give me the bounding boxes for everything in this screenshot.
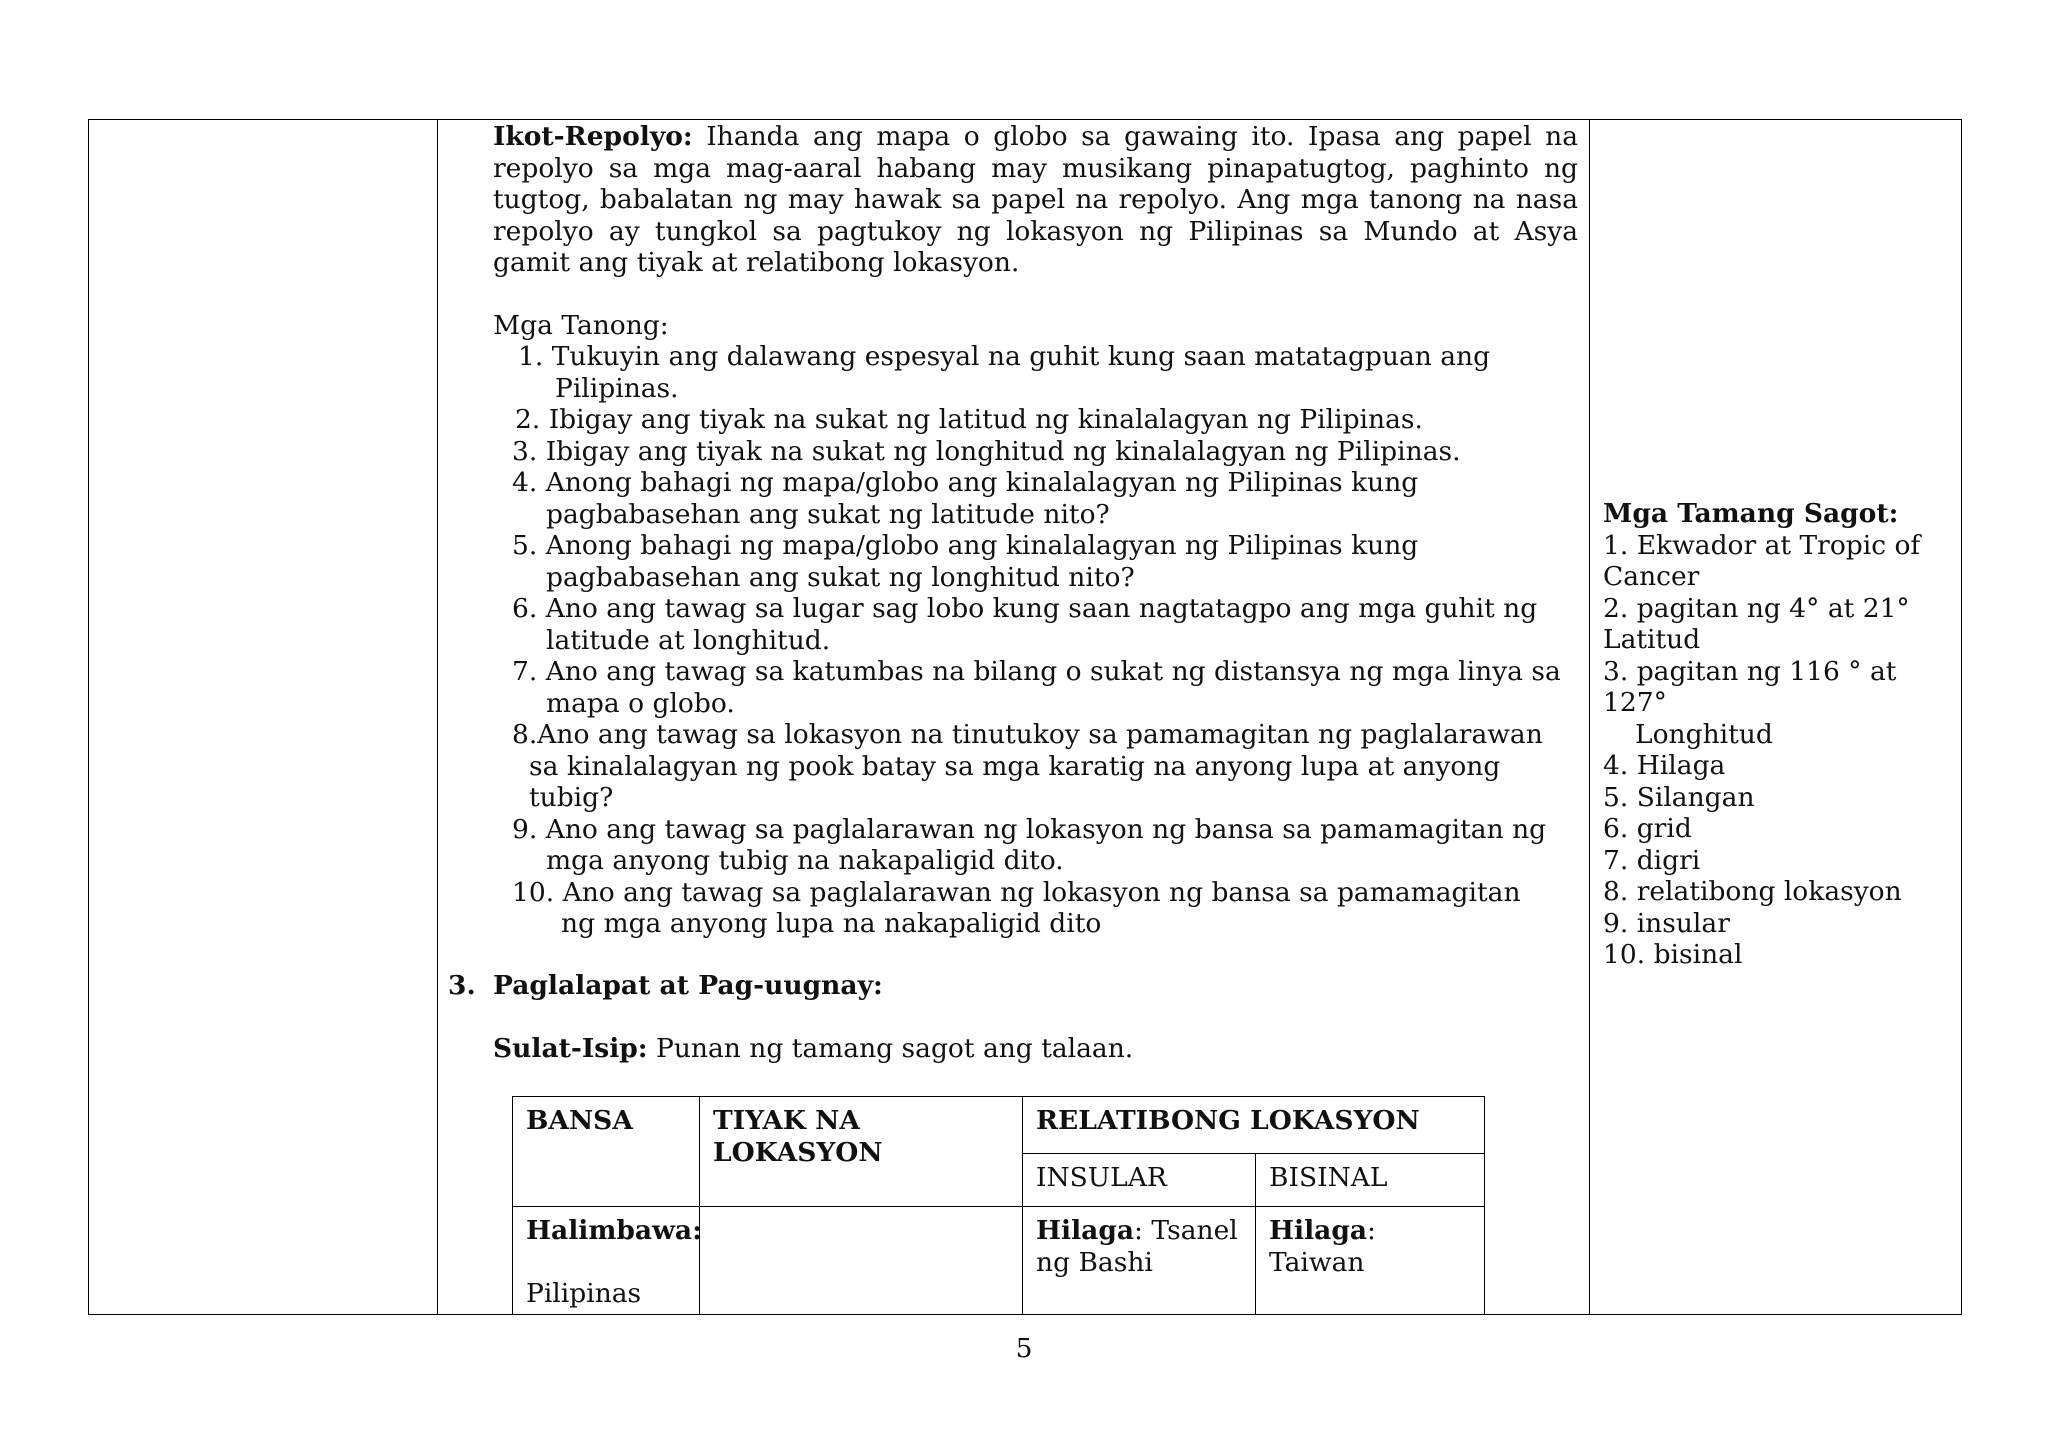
question-line: tubig? [529, 782, 614, 813]
question-line: 7. Ano ang tawag sa katumbas na bilang o sukat ng distansya ng mga linya sa [512, 656, 1561, 687]
header-tiyak-text: TIYAK NA LOKASYON [713, 1105, 883, 1168]
question-line: 10. Ano ang tawag sa paglalarawan ng lokasyon ng bansa sa pamamagitan [512, 877, 1521, 908]
question-line: 1. Tukuyin ang dalawang espesyal na guhit kung saan matatagpuan ang [518, 341, 1491, 372]
question-line: Pilipinas. [555, 373, 679, 404]
question-line: sa kinalalagyan ng pook batay sa mga karatig na anyong lupa at anyong [529, 751, 1501, 782]
answer-line: 2. pagitan ng 4° at 21° Latitud [1603, 592, 1910, 655]
header-insular: INSULAR [1023, 1154, 1256, 1207]
answer-line: 4. Hilaga [1603, 750, 1726, 781]
example-bisinal-label: Hilaga [1269, 1215, 1368, 1246]
example-insular-value: : Tsanel ng Bashi [1036, 1215, 1238, 1278]
column-divider-right [1589, 120, 1590, 1314]
answer-line: 7. digri [1603, 844, 1701, 876]
answer-key [1603, 498, 1943, 971]
ikot-repolyo-paragraph [493, 121, 1578, 279]
question-line: latitude at longhitud. [546, 625, 831, 656]
header-relatibo [1023, 1097, 1485, 1154]
example-insular-label: Hilaga [1036, 1215, 1135, 1246]
section-3-title: Paglalapat at Pag-uugnay: [493, 970, 883, 1001]
example-bisinal-cell [1256, 1207, 1485, 1315]
example-country-cell [513, 1207, 700, 1315]
question-line: mga anyong tubig na nakapaligid dito. [546, 845, 1064, 876]
page-number: 5 [1015, 1333, 1033, 1364]
answer-line: 10. bisinal [1603, 939, 1743, 970]
header-bansa [513, 1097, 700, 1207]
ikot-repolyo-label: Ikot-Repolyo: [493, 121, 693, 152]
column-divider-left [437, 120, 438, 1314]
section-3-heading [448, 970, 883, 1002]
answer-line: 6. grid [1603, 813, 1692, 844]
question-line: mapa o globo. [546, 688, 735, 719]
question-line: 3. Ibigay ang tiyak na sukat ng longhitud ng kinalalagyan ng Pilipinas. [512, 436, 1461, 467]
example-label: Halimbawa: [526, 1215, 702, 1246]
question-line: pagbabasehan ang sukat ng latitude nito? [546, 499, 1110, 530]
example-insular-cell [1023, 1207, 1256, 1315]
header-bansa-text: BANSA [526, 1105, 633, 1136]
question-line: 5. Anong bahagi ng mapa/globo ang kinalalagyan ng Pilipinas kung [512, 530, 1419, 561]
question-line: 6. Ano ang tawag sa lugar sag lobo kung saan nagtatagpo ang mga guhit ng [512, 593, 1538, 624]
header-relatibo-text: RELATIBONG LOKASYON [1036, 1105, 1420, 1136]
header-tiyak [700, 1097, 1023, 1207]
example-bisinal-value: : Taiwan [1269, 1215, 1376, 1278]
question-line: 4. Anong bahagi ng mapa/globo ang kinalalagyan ng Pilipinas kung [512, 467, 1419, 498]
questions-heading: Mga Tanong: [493, 310, 669, 341]
answer-key-heading [1603, 498, 1943, 530]
question-line: 8.Ano ang tawag sa lokasyon na tinutukoy sa pamamagitan ng paglalarawan [512, 719, 1543, 750]
answer-key-heading-text: Mga Tamang Sagot: [1603, 498, 1899, 529]
example-tiyak-cell [700, 1207, 1023, 1315]
header-bisinal: BISINAL [1256, 1154, 1485, 1207]
answer-line: 3. pagitan ng 116 ° at 127° [1603, 655, 1897, 718]
answer-line: 9. insular [1603, 907, 1730, 939]
question-line: ng mga anyong lupa na nakapaligid dito [561, 908, 1102, 939]
ikot-repolyo-text: Ihanda ang mapa o globo sa gawaing ito. Ipasa ang papel na repolyo sa mga mag-aaral habang may musikang pinapatugtog, paghinto ng tugtog, babalatan ng may hawak sa papel na repolyo. Ang mga tanong na nasa repolyo ay tungkol sa pagtukoy ng lokasyon ng Pilipinas sa Mundo at Asya gamit ang tiyak at relatibong lokasyon. [493, 121, 1578, 278]
sulat-isip-label: Sulat-Isip: [493, 1033, 648, 1064]
question-line: pagbabasehan ang sukat ng longhitud nito? [546, 562, 1135, 593]
answer-line: 1. Ekwador at Tropic of Cancer [1603, 529, 1921, 592]
answer-line: 5. Silangan [1603, 781, 1755, 813]
answer-line: Longhitud [1635, 718, 1773, 750]
answer-line: 8. relatibong lokasyon [1603, 876, 1902, 907]
section-3-number: 3. [448, 970, 476, 1001]
sulat-isip-text: Punan ng tamang sagot ang talaan. [656, 1033, 1134, 1064]
question-line: 2. Ibigay ang tiyak na sukat ng latitud ng kinalalagyan ng Pilipinas. [515, 404, 1423, 435]
sulat-isip-line [493, 1033, 1133, 1065]
question-line: 9. Ano ang tawag sa paglalarawan ng lokasyon ng bansa sa pamamagitan ng [512, 814, 1547, 845]
location-table [512, 1096, 1485, 1315]
example-country: Pilipinas [526, 1278, 642, 1309]
